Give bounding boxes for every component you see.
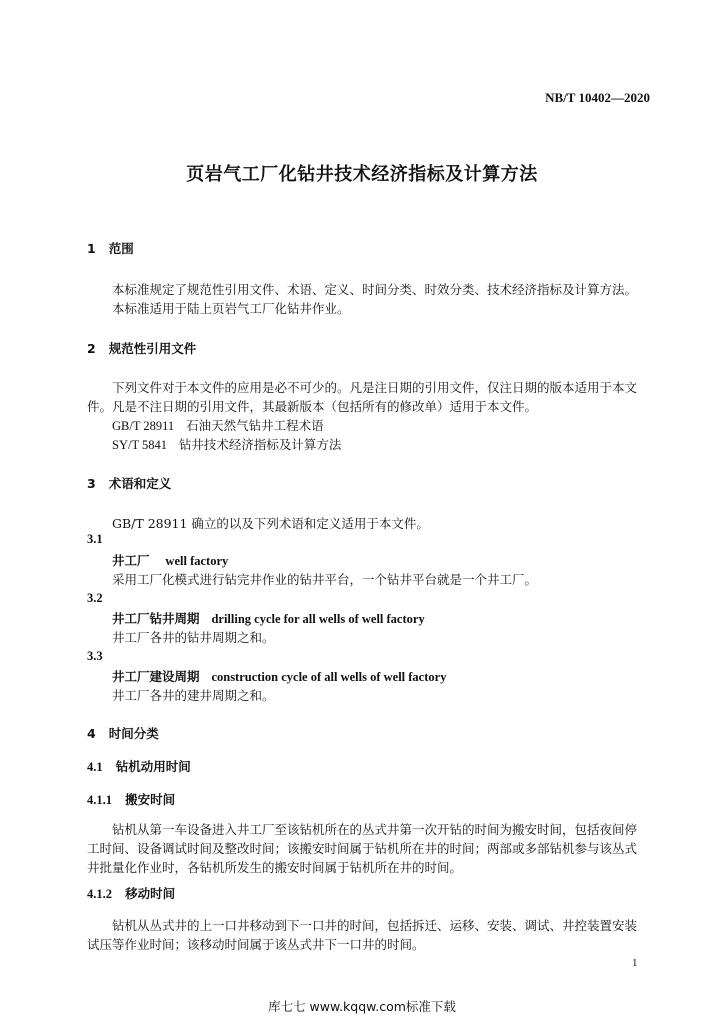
section-number: 2: [87, 341, 96, 356]
term-definition: 井工厂各井的钻井周期之和。: [112, 630, 275, 645]
subsection-number: 4.1: [87, 760, 103, 774]
paragraph: GB/T 28911 确立的以及下列术语和定义适用于本文件。: [112, 516, 429, 531]
subsection-title: 钻机动用时间: [115, 759, 191, 774]
paragraph: 件。凡是不注日期的引用文件，其最新版本（包括所有的修改单）适用于本文件。: [87, 399, 538, 414]
paragraph: 工时间、设备调试时间及整改时间；该搬安时间属于钻机所在井的时间；两部或多部钻机参与该丛式: [87, 841, 638, 856]
section-number: 4: [87, 726, 96, 741]
reference-title: 钻井技术经济指标及计算方法: [178, 437, 342, 452]
paragraph: 本标准规定了规范性引用文件、术语、定义、时间分类、时效分类、技术经济指标及计算方法。: [112, 282, 638, 297]
subsection-number: 4.1.2: [87, 887, 112, 901]
reference-code: SY/T 5841: [112, 438, 167, 452]
term-heading: [112, 551, 228, 569]
section-title: 规范性引用文件: [108, 341, 197, 356]
section-title: 术语和定义: [108, 476, 172, 491]
subsection-4-1-1-heading: [87, 790, 175, 808]
paragraph: 钻机从第一车设备进入井工厂至该钻机所在的丛式井第一次开钻的时间为搬安时间，包括夜间停: [112, 822, 638, 837]
section-4-heading: [87, 724, 159, 742]
paragraph: 井批量化作业时，各钻机所发生的搬安时间属于钻机所在井的时间。: [87, 860, 463, 875]
page-number: 1: [632, 957, 638, 969]
section-1-heading: [87, 239, 134, 257]
term-cn: 井工厂: [112, 553, 150, 568]
term-number: 3.2: [87, 591, 103, 605]
reference-code: GB/T 28911: [112, 419, 175, 433]
subsection-number: 4.1.1: [87, 793, 112, 807]
term-cn: 井工厂建设周期: [112, 669, 200, 684]
section-title: 时间分类: [108, 726, 159, 741]
standard-number: NB/T 10402—2020: [545, 90, 650, 105]
footer-watermark[interactable]: 库七七 www.kqqw.com标准下载: [268, 999, 456, 1014]
subsection-4-1-heading: [87, 757, 191, 775]
term-en: well factory: [165, 554, 229, 568]
reference-item: [112, 435, 341, 453]
term-cn: 井工厂钻井周期: [112, 611, 200, 626]
subsection-4-1-2-heading: [87, 884, 175, 902]
section-3-heading: [87, 474, 171, 492]
subsection-title: 搬安时间: [125, 792, 176, 807]
paragraph: 钻机从丛式井的上一口井移动到下一口井的时间，包括拆迁、运移、安装、调试、井控装置安装: [112, 918, 638, 933]
section-number: 1: [87, 241, 96, 256]
section-title: 范围: [108, 241, 134, 256]
reference-title: 石油天然气钻井工程术语: [186, 418, 324, 433]
term-heading: [112, 667, 446, 685]
document-title: 页岩气工厂化钻井技术经济指标及计算方法: [186, 164, 538, 185]
term-number: 3.3: [87, 649, 103, 663]
term-definition: 采用工厂化模式进行钻完井作业的钻井平台，一个钻井平台就是一个井工厂。: [112, 572, 538, 587]
paragraph: 下列文件对于本文件的应用是必不可少的。凡是注日期的引用文件，仅注日期的版本适用于本文: [112, 380, 638, 395]
section-2-heading: [87, 339, 196, 357]
paragraph: 试压等作业时间；该移动时间属于该丛式井下一口井的时间。: [87, 937, 425, 952]
term-en: drilling cycle for all wells of well factory: [211, 612, 425, 626]
paragraph: 本标准适用于陆上页岩气工厂化钻井作业。: [112, 301, 350, 316]
term-heading: [112, 609, 425, 627]
subsection-title: 移动时间: [125, 886, 176, 901]
reference-item: [112, 416, 324, 434]
term-definition: 井工厂各井的建井周期之和。: [112, 688, 275, 703]
term-en: construction cycle of all wells of well factory: [211, 670, 447, 684]
section-number: 3: [87, 476, 96, 491]
term-number: 3.1: [87, 532, 103, 546]
